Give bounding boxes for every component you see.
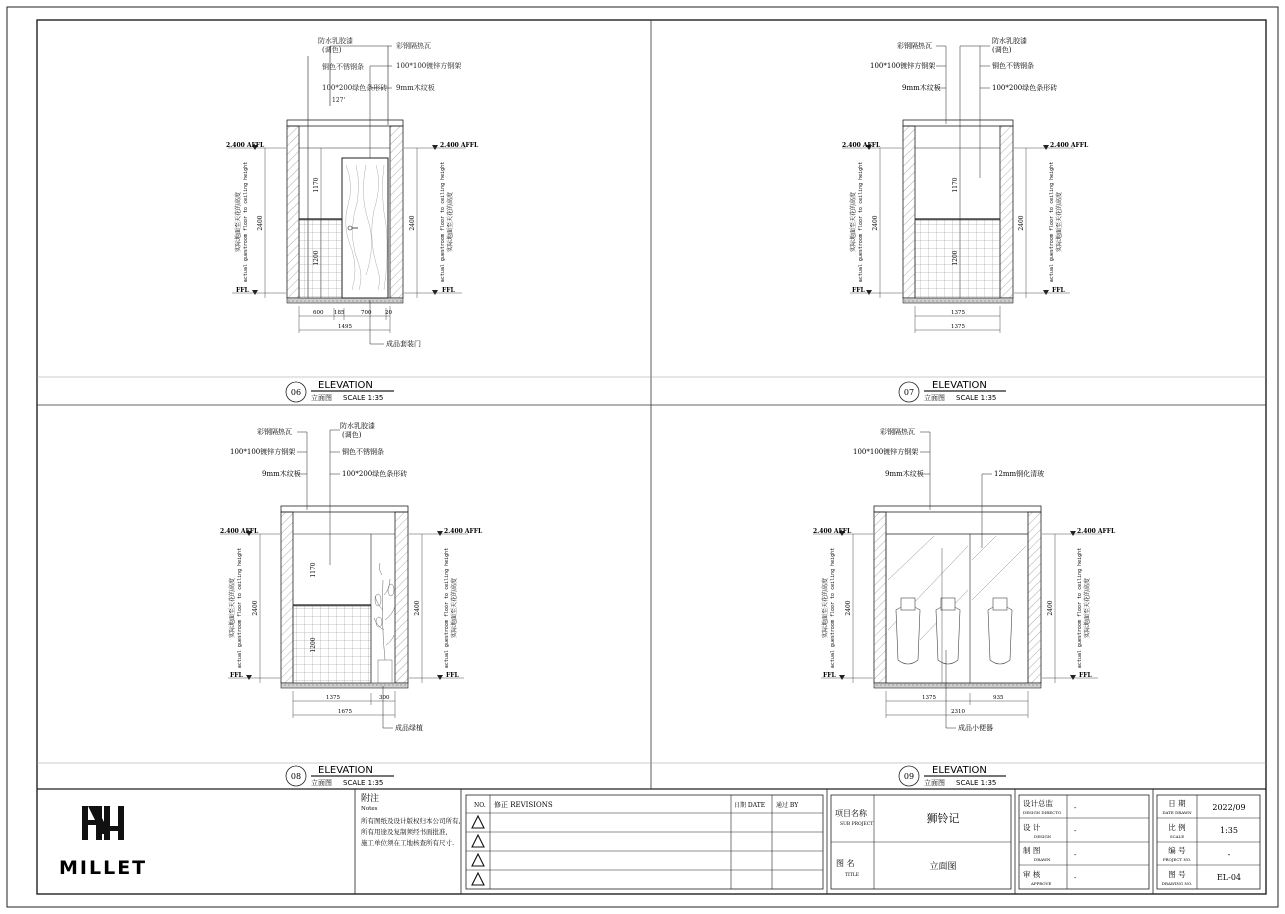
vnote-cn-right-09: 实际地面至天花的高度: [1084, 577, 1091, 639]
height-total-left-07: 2400: [872, 215, 879, 231]
dim-08-a: 1375: [326, 695, 340, 701]
vnote-cn-left-09: 实际地面至天花的高度: [822, 577, 829, 639]
elevation-06: [226, 36, 479, 402]
label-08-r1: (调色): [342, 431, 362, 439]
label-07-l2: 9mm木纹板: [902, 84, 941, 92]
label-07-r1: (调色): [992, 46, 1012, 54]
tile-zone-08: [293, 606, 371, 683]
wall-right-08: [395, 512, 408, 683]
rev-col-revisions: 修正 REVISIONS: [494, 801, 553, 809]
scale-06: SCALE 1:35: [343, 394, 384, 402]
callout-09: 成品小便器: [958, 724, 993, 732]
height-lower-07: 1200: [952, 250, 959, 266]
label-08-r3: 100*200绿色条形砖: [342, 470, 408, 478]
level-top-right-08: 2.400 AFFL: [444, 528, 483, 535]
dim-07-a: 1375: [951, 310, 965, 316]
floor-07: [903, 298, 1013, 303]
role-1-cn: 设 计: [1023, 823, 1041, 832]
height-total-left-08: 2400: [252, 600, 259, 616]
level-top-left-08: 2.400 AFFL: [220, 528, 259, 535]
label-08-l2: 9mm木纹板: [262, 470, 301, 478]
height-lower-06: 1200: [313, 250, 320, 266]
drawing-value: 立面图: [929, 862, 957, 872]
level-top-right-06: 2.400 AFFL: [440, 142, 479, 149]
vnote-en-right-09: actual guestroom floor to ceiling height: [1077, 547, 1083, 669]
label-08-r0: 防水乳胶漆: [340, 422, 375, 430]
label-06-r1: (调色): [322, 46, 342, 54]
level-bottom-right-06: FFL: [442, 287, 455, 294]
level-top-left-07: 2.400 AFFL: [842, 142, 881, 149]
subtitle-09: 立面图: [924, 779, 945, 787]
vnote-en-right-06: actual guestroom floor to ceiling height: [440, 161, 446, 283]
label-08-r2: 铜色不锈钢条: [342, 448, 384, 456]
label-07-r0: 防水乳胶漆: [992, 37, 1027, 45]
notes: [361, 792, 461, 847]
revision-triangle-icon: [472, 873, 484, 885]
revision-triangle-icon: [472, 816, 484, 828]
label-07-l0: 彩钢隔热瓦: [897, 42, 932, 50]
top-mark-06: 127': [332, 97, 346, 104]
floor-09: [874, 683, 1041, 688]
dim-07-total: 1375: [951, 324, 965, 330]
subtitle-06: 立面图: [311, 394, 332, 402]
label-06-r2: 铜色不锈钢条: [322, 63, 364, 71]
wall-right-09: [1028, 512, 1041, 683]
label-09-l2: 9mm木纹板: [885, 470, 924, 478]
title-number-06: 06: [290, 388, 302, 397]
level-bottom-right-07: FFL: [1052, 287, 1065, 294]
level-bottom-left-09: FFL: [823, 672, 836, 679]
rev-col-by: 通过 BY: [776, 802, 799, 809]
drawing-label-en: TITLE: [845, 873, 860, 878]
meta-3-cn: 图 号: [1168, 870, 1186, 879]
title-text-07: ELEVATION: [932, 380, 987, 391]
level-top-right-07: 2.400 AFFL: [1050, 142, 1089, 149]
label-07-r2: 铜色不锈钢条: [992, 62, 1034, 70]
vnote-cn-right-08: 实际地面至天花的高度: [451, 577, 458, 639]
vnote-en-right-07: actual guestroom floor to ceiling height: [1049, 161, 1055, 283]
door-06: [342, 158, 388, 298]
role-2-cn: 制 图: [1023, 846, 1041, 855]
floor-08: [281, 683, 408, 688]
level-bottom-left-07: FFL: [852, 287, 865, 294]
notes-title: 附注: [361, 794, 380, 804]
label-08-l0: 彩钢隔热瓦: [257, 428, 292, 436]
rev-col-no: NO.: [474, 802, 486, 809]
subtitle-08: 立面图: [311, 779, 332, 787]
title-text-09: ELEVATION: [932, 765, 987, 776]
scale-09: SCALE 1:35: [956, 779, 997, 787]
role-0-value: -: [1074, 804, 1077, 812]
dim-09-a: 1375: [922, 695, 936, 701]
meta-0-en: DATE DRAWN: [1162, 810, 1192, 815]
role-3-cn: 审 核: [1023, 870, 1041, 879]
title-07: [899, 380, 1006, 402]
height-total-right-06: 2400: [409, 215, 416, 231]
wall-right-07: [1000, 126, 1013, 298]
level-top-left-09: 2.400 AFFL: [813, 528, 852, 535]
title-number-07: 07: [903, 388, 915, 397]
project-value: 狮铃记: [926, 812, 960, 825]
scale-08: SCALE 1:35: [343, 779, 384, 787]
meta-table: [1157, 795, 1260, 889]
level-bottom-left-06: FFL: [236, 287, 249, 294]
notes-subtitle: Notes: [361, 806, 378, 812]
meta-3-value: EL-04: [1216, 873, 1242, 882]
dim-06-a: 600: [313, 310, 324, 316]
vnote-cn-left-08: 实际地面至天花的高度: [229, 577, 236, 639]
dim-06-c: 700: [361, 310, 372, 316]
wall-left-08: [281, 512, 293, 683]
title-09: [899, 765, 1006, 787]
level-bottom-right-08: FFL: [446, 672, 459, 679]
project-label-en: SUB PROJECT: [840, 822, 874, 827]
notes-line-1: 所有图纸及设计版权归本公司所有,: [361, 817, 461, 825]
revision-triangles: [472, 816, 484, 885]
elevation-08: [220, 421, 483, 787]
title-number-09: 09: [903, 772, 915, 781]
vnote-cn-left-06: 实际地面至天花的高度: [235, 191, 242, 253]
vnote-cn-right-06: 实际地面至天花的高度: [447, 191, 454, 253]
dim-06-total: 1495: [338, 324, 352, 330]
meta-2-cn: 编 号: [1168, 846, 1186, 855]
title-06: [286, 380, 394, 402]
dim-08-total: 1675: [338, 709, 352, 715]
meta-1-en: SCALE: [1169, 834, 1185, 839]
role-1-en: DESIGN: [1034, 834, 1052, 839]
title-text-08: ELEVATION: [318, 765, 373, 776]
meta-2-value: -: [1227, 850, 1231, 859]
vnote-cn-right-07: 实际地面至天花的高度: [1056, 191, 1063, 253]
meta-0-cn: 日 期: [1168, 799, 1186, 808]
vnote-en-left-07: actual guestroom floor to ceiling height: [858, 161, 864, 283]
label-06-l1: 100*100镀锌方钢架: [396, 62, 462, 70]
vnote-en-left-09: actual guestroom floor to ceiling height: [830, 547, 836, 669]
logo-text: MILLET: [59, 857, 148, 879]
drawing-label: 图 名: [836, 859, 855, 868]
meta-1-cn: 比 例: [1168, 823, 1186, 832]
meta-1-value: 1:35: [1220, 826, 1238, 835]
roles-table: [1019, 795, 1149, 889]
tile-zone-06: [299, 220, 342, 298]
elevation-07: [842, 36, 1089, 402]
subtitle-07: 立面图: [924, 394, 945, 402]
meta-3-en: DRAWING NO.: [1161, 881, 1193, 886]
role-2-en: DRAWN: [1034, 857, 1051, 862]
label-09-r0: 12mm钢化清玻: [994, 470, 1045, 478]
project-label: 项目名称: [835, 809, 867, 818]
role-0-en: DESIGN DIRECTO: [1023, 810, 1062, 815]
title-block: [59, 789, 1260, 894]
height-upper-07: 1170: [952, 177, 959, 193]
dim-06-b: 185: [334, 310, 345, 316]
level-top-right-09: 2.400 AFFL: [1077, 528, 1116, 535]
plant-08: [374, 563, 395, 683]
title-number-08: 08: [290, 772, 302, 781]
vnote-en-left-08: actual guestroom floor to ceiling height: [237, 547, 243, 669]
label-06-l2: 100*200绿色条形砖: [322, 84, 388, 92]
label-06-r3: 9mm木纹板: [396, 84, 435, 92]
label-07-r3: 100*200绿色条形砖: [992, 84, 1058, 92]
wall-left-06: [287, 126, 299, 298]
label-09-l0: 彩钢隔热瓦: [880, 428, 915, 436]
logo: [59, 806, 147, 879]
vnote-cn-left-07: 实际地面至天花的高度: [850, 191, 857, 253]
notes-line-3: 施工单位须在工地核查所有尺寸.: [361, 839, 455, 847]
role-2-value: -: [1074, 851, 1077, 859]
project-info: [831, 795, 1011, 889]
vnote-en-right-08: actual guestroom floor to ceiling height: [444, 547, 450, 669]
notes-line-2: 所有用途及复制须经书面批准,: [361, 828, 448, 836]
callout-08: 成品绿植: [395, 724, 423, 732]
label-08-l1: 100*100镀锌方钢架: [230, 448, 296, 456]
rev-col-date: 日期 DATE: [734, 802, 766, 809]
height-upper-08: 1170: [310, 562, 317, 578]
role-0-cn: 设计总监: [1023, 799, 1053, 808]
label-07-l1: 100*100镀锌方钢架: [870, 62, 936, 70]
logo-mark: [82, 806, 124, 840]
revision-triangle-icon: [472, 835, 484, 847]
urinals-09: [896, 598, 1012, 664]
height-lower-08: 1200: [310, 637, 317, 653]
label-09-l1: 100*100镀锌方钢架: [853, 448, 919, 456]
scale-07: SCALE 1:35: [956, 394, 997, 402]
wall-left-09: [874, 512, 886, 683]
title-08: [286, 765, 394, 787]
height-total-left-09: 2400: [845, 600, 852, 616]
height-total-left-06: 2400: [257, 215, 264, 231]
meta-2-en: PROJECT NO.: [1162, 857, 1192, 862]
revision-triangle-icon: [472, 854, 484, 866]
revisions-table: [466, 795, 823, 889]
role-3-value: -: [1074, 874, 1077, 882]
height-total-right-08: 2400: [414, 600, 421, 616]
height-total-right-09: 2400: [1047, 600, 1054, 616]
vnote-en-left-06: actual guestroom floor to ceiling height: [243, 161, 249, 283]
role-1-value: -: [1074, 827, 1077, 835]
label-06-l0: 彩钢隔热瓦: [396, 42, 431, 50]
dim-09-b: 935: [993, 695, 1004, 701]
role-3-en: APPROVE: [1031, 881, 1052, 886]
wall-left-07: [903, 126, 915, 298]
height-upper-06: 1170: [313, 177, 320, 193]
dim-09-total: 2310: [951, 709, 965, 715]
callout-06: 成品套装门: [386, 340, 421, 348]
dim-06-d: 20: [385, 310, 392, 316]
height-total-right-07: 2400: [1018, 215, 1025, 231]
elevation-09: [813, 427, 1116, 787]
level-bottom-right-09: FFL: [1079, 672, 1092, 679]
wall-right-06: [390, 126, 403, 298]
label-06-r0: 防水乳胶漆: [318, 37, 353, 45]
dim-08-b: 300: [379, 695, 390, 701]
floor-06: [287, 298, 403, 303]
level-bottom-left-08: FFL: [230, 672, 243, 679]
meta-0-value: 2022/09: [1212, 803, 1246, 812]
level-top-left-06: 2.400 AFFL: [226, 142, 265, 149]
title-text-06: ELEVATION: [318, 380, 373, 391]
